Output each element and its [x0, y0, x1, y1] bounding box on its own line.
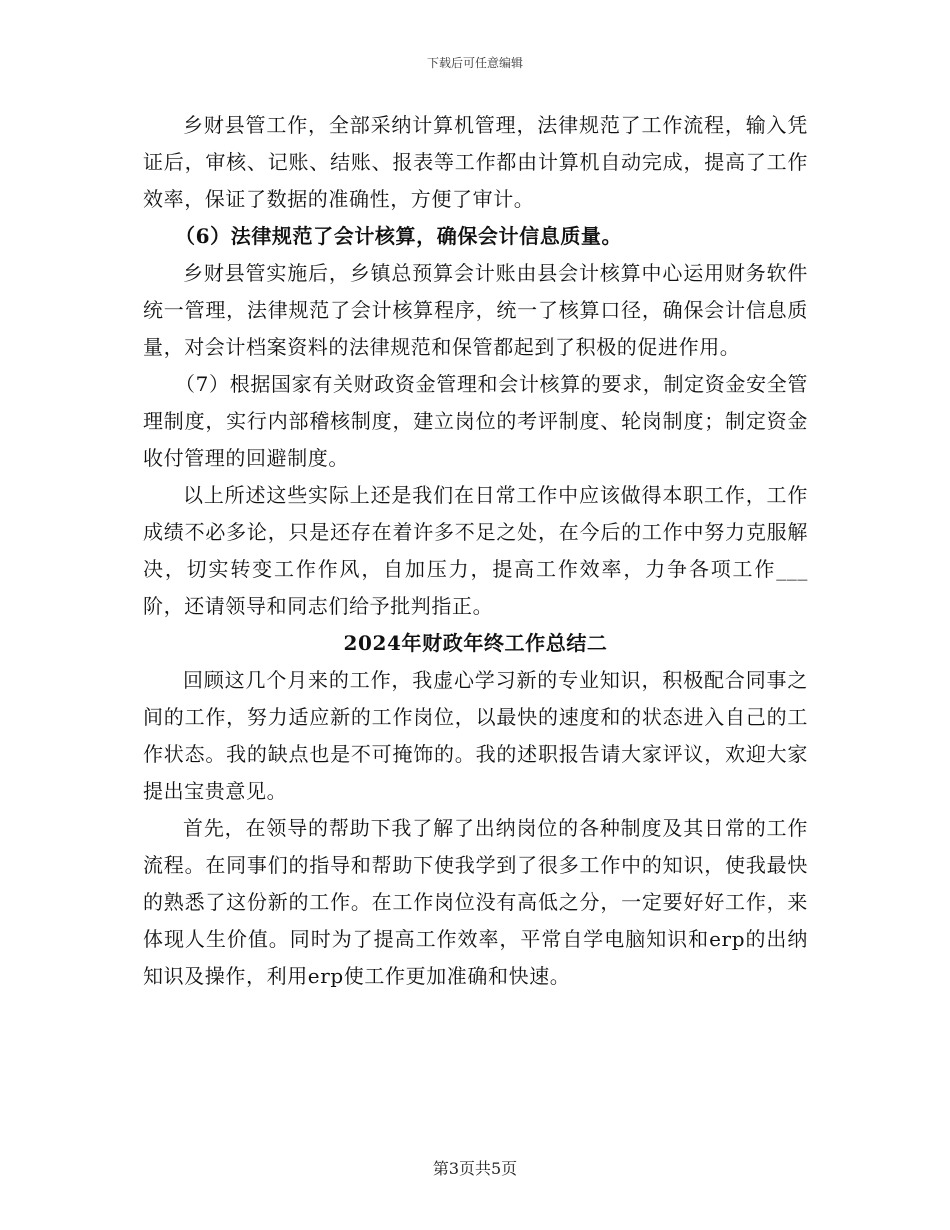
paragraph-conclusion: 以上所述这些实际上还是我们在日常工作中应该做得本职工作，工作成绩不必多论，只是还存在着许多不足之处，在今后的工作中努力克服解决，切实转变工作作风，自加压力，提高工作效率，力争各项工作___阶，还请领导和同志们给予批判指正。 [143, 483, 808, 618]
header-note: 下载后可任意编辑 [426, 56, 523, 70]
document-body [143, 107, 808, 995]
section-title-summary-two: 2024年财政年终工作总结二 [343, 631, 608, 655]
paragraph-cashier-learning: 首先，在领导的帮助下我了解了出纳岗位的各种制度及其日常的工作流程。在同事们的指导和帮助下使我学到了很多工作中的知识，使我最快的熟悉了这份新的工作。在工作岗位没有高低之分，一定要好好工作，来体现人生价值。同时为了提高工作效率，平常自学电脑知识和erp的出纳知识及操作，利用erp使工作更加准确和快速。 [143, 816, 808, 988]
paragraph-computer-management: 乡财县管工作，全部采纳计算机管理，法律规范了工作流程，输入凭证后，审核、记账、结账、报表等工作都由计算机自动完成，提高了工作效率，保证了数据的准确性，方便了审计。 [143, 113, 808, 211]
paragraph-review: 回顾这几个月来的工作，我虚心学习新的专业知识，积极配合同事之间的工作，努力适应新的工作岗位，以最快的速度和的状态进入自己的工作状态。我的缺点也是不可掩饰的。我的述职报告请大家评议，欢迎大家提出宝贵意见。 [143, 668, 808, 803]
paragraph-fund-safety-rules: （7）根据国家有关财政资金管理和会计核算的要求，制定资金安全管理制度，实行内部稽核制度，建立岗位的考评制度、轮岗制度；制定资金收付管理的回避制度。 [143, 372, 808, 470]
subheading-accounting-quality: （6）法律规范了会计核算，确保会计信息质量。 [175, 224, 623, 248]
paragraph-accounting-center: 乡财县管实施后，乡镇总预算会计账由县会计核算中心运用财务软件统一管理，法律规范了会计核算程序，统一了核算口径，确保会计信息质量，对会计档案资料的法律规范和保管都起到了积极的促进作用。 [143, 261, 808, 359]
page-number: 第3页共5页 [432, 1159, 518, 1178]
